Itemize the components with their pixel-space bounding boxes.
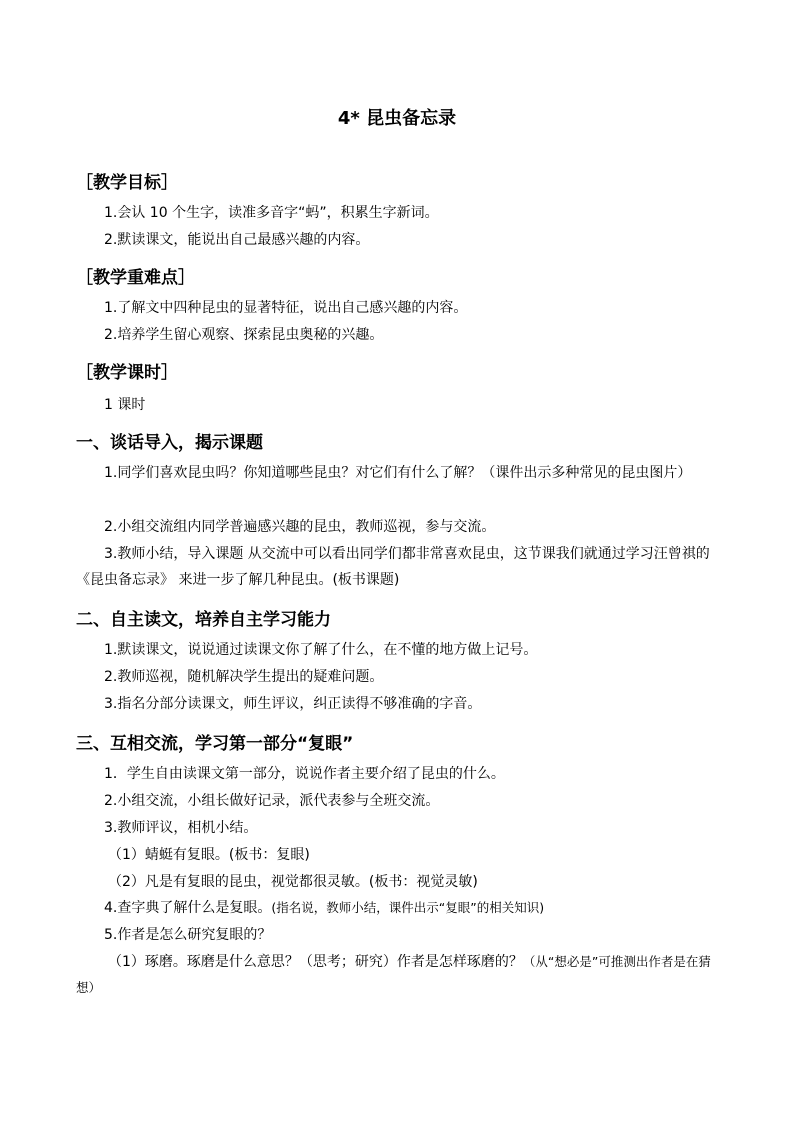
part3-item-6-note: （从“想必是”可推测出作者是在猜想） <box>76 954 711 995</box>
part2-item-3: 3.指名分部分读课文，师生评议，纠正读得不够准确的字音。 <box>104 696 482 712</box>
part3-item-6-main: （1）琢磨。琢磨是什么意思？（思考；研究）作者是怎样琢磨的？ <box>108 954 523 970</box>
part3-item-6 <box>76 949 726 1001</box>
heading-teaching-hours: ［教学课时］ <box>76 363 178 383</box>
part1-paragraph-1: 1.同学们喜欢昆虫吗？你知道哪些昆虫？对它们有什么了解？（课件出示多种常见的昆虫图片） <box>104 465 692 481</box>
goal-item-1: 1.会认 10 个生字，读准多音字“蚂”，积累生字新词。 <box>104 205 439 221</box>
part3-item-2: 2.小组交流，小组长做好记录，派代表参与全班交流。 <box>104 793 440 809</box>
heading-teaching-goals: ［教学目标］ <box>76 173 178 193</box>
part3-item-4 <box>104 898 544 918</box>
goal-item-2: 2.默读课文，能说出自己最感兴趣的内容。 <box>104 232 370 248</box>
document-title: 4* 昆虫备忘录 <box>337 108 457 129</box>
key-point-item-2: 2.培养学生留心观察、探索昆虫奥秘的兴趣。 <box>104 327 384 343</box>
part1-paragraph-2: 2.小组交流组内同学普遍感兴趣的昆虫，教师巡视，参与交流。 <box>104 519 496 535</box>
part1-paragraph-3: 3.教师小结，导入课题 从交流中可以看出同学们都非常喜欢昆虫，这节课我们就通过学习汪曾祺的《昆虫备忘录》 来进一步了解几种昆虫。(板书课题) <box>76 546 710 588</box>
heading-part-1: 一、谈话导入，揭示课题 <box>76 433 263 453</box>
teaching-hours-text: 1 课时 <box>104 397 146 413</box>
part3-item-1: 1．学生自由读课文第一部分，说说作者主要介绍了昆虫的什么。 <box>104 766 505 782</box>
heading-part-2: 二、自主读文，培养自主学习能力 <box>76 610 331 630</box>
part3-subitem-1: （1）蜻蜓有复眼。(板书：复眼) <box>108 847 310 863</box>
heading-key-points: ［教学重难点］ <box>76 268 195 288</box>
part3-item-4-main: 4.查字典了解什么是复眼。 <box>104 900 272 916</box>
key-point-item-1: 1.了解文中四种昆虫的显著特征，说出自己感兴趣的内容。 <box>104 300 468 316</box>
part3-item-3: 3.教师评议，相机小结。 <box>104 820 258 836</box>
part3-subitem-2: （2）凡是有复眼的昆虫，视觉都很灵敏。(板书：视觉灵敏) <box>108 874 478 890</box>
part3-item-4-note: (指名说，教师小结，课件出示“复眼”的相关知识) <box>271 900 545 915</box>
heading-part-3: 三、互相交流，学习第一部分“复眼” <box>76 734 354 754</box>
part2-item-2: 2.教师巡视，随机解决学生提出的疑难问题。 <box>104 669 384 685</box>
part3-item-5: 5.作者是怎么研究复眼的？ <box>104 927 272 943</box>
part2-item-1: 1.默读课文，说说通过读课文你了解了什么，在不懂的地方做上记号。 <box>104 642 538 658</box>
